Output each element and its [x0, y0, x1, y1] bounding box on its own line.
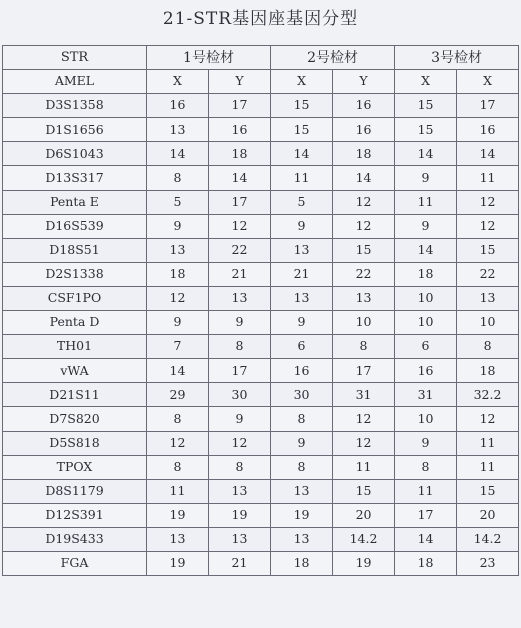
locus-cell: D13S317 — [3, 166, 147, 190]
allele-cell: 11 — [457, 455, 519, 479]
allele-cell: Y — [333, 70, 395, 94]
allele-cell: 5 — [271, 190, 333, 214]
table-row — [3, 335, 519, 359]
table-row — [3, 94, 519, 118]
allele-cell: 13 — [209, 479, 271, 503]
allele-cell: 6 — [271, 335, 333, 359]
allele-cell: 18 — [209, 142, 271, 166]
table-row — [3, 503, 519, 527]
locus-cell: FGA — [3, 551, 147, 575]
allele-cell: 18 — [333, 142, 395, 166]
sample-1-header: 1号检材 — [147, 46, 271, 70]
allele-cell: 29 — [147, 383, 209, 407]
allele-cell: 9 — [209, 407, 271, 431]
allele-cell: 8 — [209, 335, 271, 359]
table-row — [3, 311, 519, 335]
allele-cell: 11 — [395, 479, 457, 503]
locus-cell: D7S820 — [3, 407, 147, 431]
allele-cell: 11 — [271, 166, 333, 190]
allele-cell: 20 — [457, 503, 519, 527]
allele-cell: 12 — [333, 190, 395, 214]
allele-cell: 13 — [147, 527, 209, 551]
allele-cell: 13 — [147, 118, 209, 142]
allele-cell: 14 — [209, 166, 271, 190]
allele-cell: 12 — [457, 190, 519, 214]
allele-cell: 18 — [147, 262, 209, 286]
allele-cell: 5 — [147, 190, 209, 214]
table-row — [3, 214, 519, 238]
allele-cell: 13 — [271, 286, 333, 310]
allele-cell: 22 — [333, 262, 395, 286]
table-header-row — [3, 46, 519, 70]
locus-cell: vWA — [3, 359, 147, 383]
allele-cell: 18 — [271, 551, 333, 575]
allele-cell: 22 — [209, 238, 271, 262]
allele-cell: X — [147, 70, 209, 94]
locus-cell: TH01 — [3, 335, 147, 359]
allele-cell: 12 — [457, 214, 519, 238]
allele-cell: 16 — [209, 118, 271, 142]
allele-cell: 14 — [271, 142, 333, 166]
allele-cell: 14 — [147, 359, 209, 383]
allele-cell: 10 — [457, 311, 519, 335]
allele-cell: 12 — [147, 431, 209, 455]
locus-cell: CSF1PO — [3, 286, 147, 310]
table-row — [3, 118, 519, 142]
allele-cell: 13 — [271, 479, 333, 503]
allele-cell: 21 — [271, 262, 333, 286]
allele-cell: 8 — [457, 335, 519, 359]
allele-cell: 14.2 — [333, 527, 395, 551]
allele-cell: 19 — [271, 503, 333, 527]
table-row — [3, 286, 519, 310]
allele-cell: 14.2 — [457, 527, 519, 551]
allele-cell: 16 — [333, 118, 395, 142]
allele-cell: 13 — [271, 238, 333, 262]
allele-cell: 15 — [457, 479, 519, 503]
allele-cell: 10 — [395, 407, 457, 431]
allele-cell: 14 — [457, 142, 519, 166]
allele-cell: 9 — [395, 431, 457, 455]
table-row — [3, 262, 519, 286]
allele-cell: 6 — [395, 335, 457, 359]
allele-cell: 12 — [209, 431, 271, 455]
allele-cell: 11 — [147, 479, 209, 503]
allele-cell: X — [457, 70, 519, 94]
allele-cell: 14 — [395, 527, 457, 551]
allele-cell: 7 — [147, 335, 209, 359]
allele-cell: X — [395, 70, 457, 94]
table-row — [3, 527, 519, 551]
allele-cell: 10 — [333, 311, 395, 335]
allele-cell: 13 — [209, 286, 271, 310]
allele-cell: 18 — [457, 359, 519, 383]
allele-cell: 19 — [147, 503, 209, 527]
allele-cell: 15 — [271, 118, 333, 142]
allele-cell: 21 — [209, 262, 271, 286]
allele-cell: 9 — [271, 214, 333, 238]
locus-cell: D8S1179 — [3, 479, 147, 503]
allele-cell: 8 — [209, 455, 271, 479]
table-row — [3, 383, 519, 407]
allele-cell: 17 — [209, 359, 271, 383]
allele-cell: 17 — [209, 190, 271, 214]
allele-cell: 17 — [457, 94, 519, 118]
allele-cell: 11 — [395, 190, 457, 214]
document-title: 21-STR基因座基因分型 — [162, 9, 359, 29]
allele-cell: 18 — [395, 551, 457, 575]
allele-cell: 15 — [395, 118, 457, 142]
allele-cell: 11 — [457, 431, 519, 455]
allele-cell: 19 — [333, 551, 395, 575]
allele-cell: 22 — [457, 262, 519, 286]
allele-cell: 12 — [333, 431, 395, 455]
allele-cell: 13 — [209, 527, 271, 551]
allele-cell: 31 — [395, 383, 457, 407]
table-row — [3, 479, 519, 503]
allele-cell: 16 — [457, 118, 519, 142]
allele-cell: 20 — [333, 503, 395, 527]
locus-cell: D3S1358 — [3, 94, 147, 118]
allele-cell: X — [271, 70, 333, 94]
allele-cell: 9 — [395, 214, 457, 238]
allele-cell: 13 — [271, 527, 333, 551]
allele-cell: 19 — [209, 503, 271, 527]
allele-cell: 11 — [457, 166, 519, 190]
allele-cell: 8 — [271, 455, 333, 479]
allele-cell: 12 — [333, 214, 395, 238]
table-row — [3, 238, 519, 262]
locus-cell: Penta D — [3, 311, 147, 335]
allele-cell: 15 — [271, 94, 333, 118]
allele-cell: 13 — [457, 286, 519, 310]
locus-cell: D18S51 — [3, 238, 147, 262]
locus-cell: D12S391 — [3, 503, 147, 527]
table-row — [3, 455, 519, 479]
allele-cell: Y — [209, 70, 271, 94]
table-row — [3, 142, 519, 166]
allele-cell: 8 — [147, 407, 209, 431]
allele-cell: 14 — [395, 238, 457, 262]
allele-cell: 17 — [209, 94, 271, 118]
allele-cell: 21 — [209, 551, 271, 575]
locus-cell: D5S818 — [3, 431, 147, 455]
allele-cell: 18 — [395, 262, 457, 286]
allele-cell: 11 — [333, 455, 395, 479]
sample-2-header: 2号检材 — [271, 46, 395, 70]
allele-cell: 16 — [333, 94, 395, 118]
allele-cell: 16 — [395, 359, 457, 383]
allele-cell: 13 — [333, 286, 395, 310]
allele-cell: 8 — [147, 166, 209, 190]
allele-cell: 30 — [271, 383, 333, 407]
allele-cell: 10 — [395, 286, 457, 310]
allele-cell: 9 — [271, 311, 333, 335]
allele-cell: 8 — [333, 335, 395, 359]
locus-cell: D16S539 — [3, 214, 147, 238]
locus-cell: TPOX — [3, 455, 147, 479]
allele-cell: 17 — [333, 359, 395, 383]
allele-cell: 16 — [271, 359, 333, 383]
locus-cell: D2S1338 — [3, 262, 147, 286]
allele-cell: 15 — [395, 94, 457, 118]
sample-3-header: 3号检材 — [395, 46, 519, 70]
table-row — [3, 431, 519, 455]
allele-cell: 8 — [395, 455, 457, 479]
str-genotype-table — [2, 45, 519, 576]
allele-cell: 9 — [147, 311, 209, 335]
allele-cell: 14 — [395, 142, 457, 166]
table-row — [3, 70, 519, 94]
locus-cell: D6S1043 — [3, 142, 147, 166]
allele-cell: 31 — [333, 383, 395, 407]
allele-cell: 9 — [147, 214, 209, 238]
allele-cell: 13 — [147, 238, 209, 262]
allele-cell: 16 — [147, 94, 209, 118]
allele-cell: 15 — [333, 479, 395, 503]
table-row — [3, 359, 519, 383]
allele-cell: 12 — [209, 214, 271, 238]
allele-cell: 12 — [147, 286, 209, 310]
table-row — [3, 166, 519, 190]
locus-cell: D1S1656 — [3, 118, 147, 142]
allele-cell: 15 — [333, 238, 395, 262]
locus-cell: D19S433 — [3, 527, 147, 551]
str-column-header: STR — [3, 46, 147, 70]
allele-cell: 14 — [147, 142, 209, 166]
locus-cell: Penta E — [3, 190, 147, 214]
allele-cell: 15 — [457, 238, 519, 262]
allele-cell: 14 — [333, 166, 395, 190]
allele-cell: 8 — [271, 407, 333, 431]
allele-cell: 30 — [209, 383, 271, 407]
allele-cell: 9 — [209, 311, 271, 335]
locus-cell: AMEL — [3, 70, 147, 94]
locus-cell: D21S11 — [3, 383, 147, 407]
table-row — [3, 190, 519, 214]
allele-cell: 9 — [395, 166, 457, 190]
table-row — [3, 551, 519, 575]
allele-cell: 19 — [147, 551, 209, 575]
allele-cell: 23 — [457, 551, 519, 575]
allele-cell: 12 — [333, 407, 395, 431]
allele-cell: 10 — [395, 311, 457, 335]
allele-cell: 9 — [271, 431, 333, 455]
allele-cell: 12 — [457, 407, 519, 431]
allele-cell: 8 — [147, 455, 209, 479]
table-body — [3, 70, 519, 576]
allele-cell: 17 — [395, 503, 457, 527]
allele-cell: 32.2 — [457, 383, 519, 407]
table-row — [3, 407, 519, 431]
